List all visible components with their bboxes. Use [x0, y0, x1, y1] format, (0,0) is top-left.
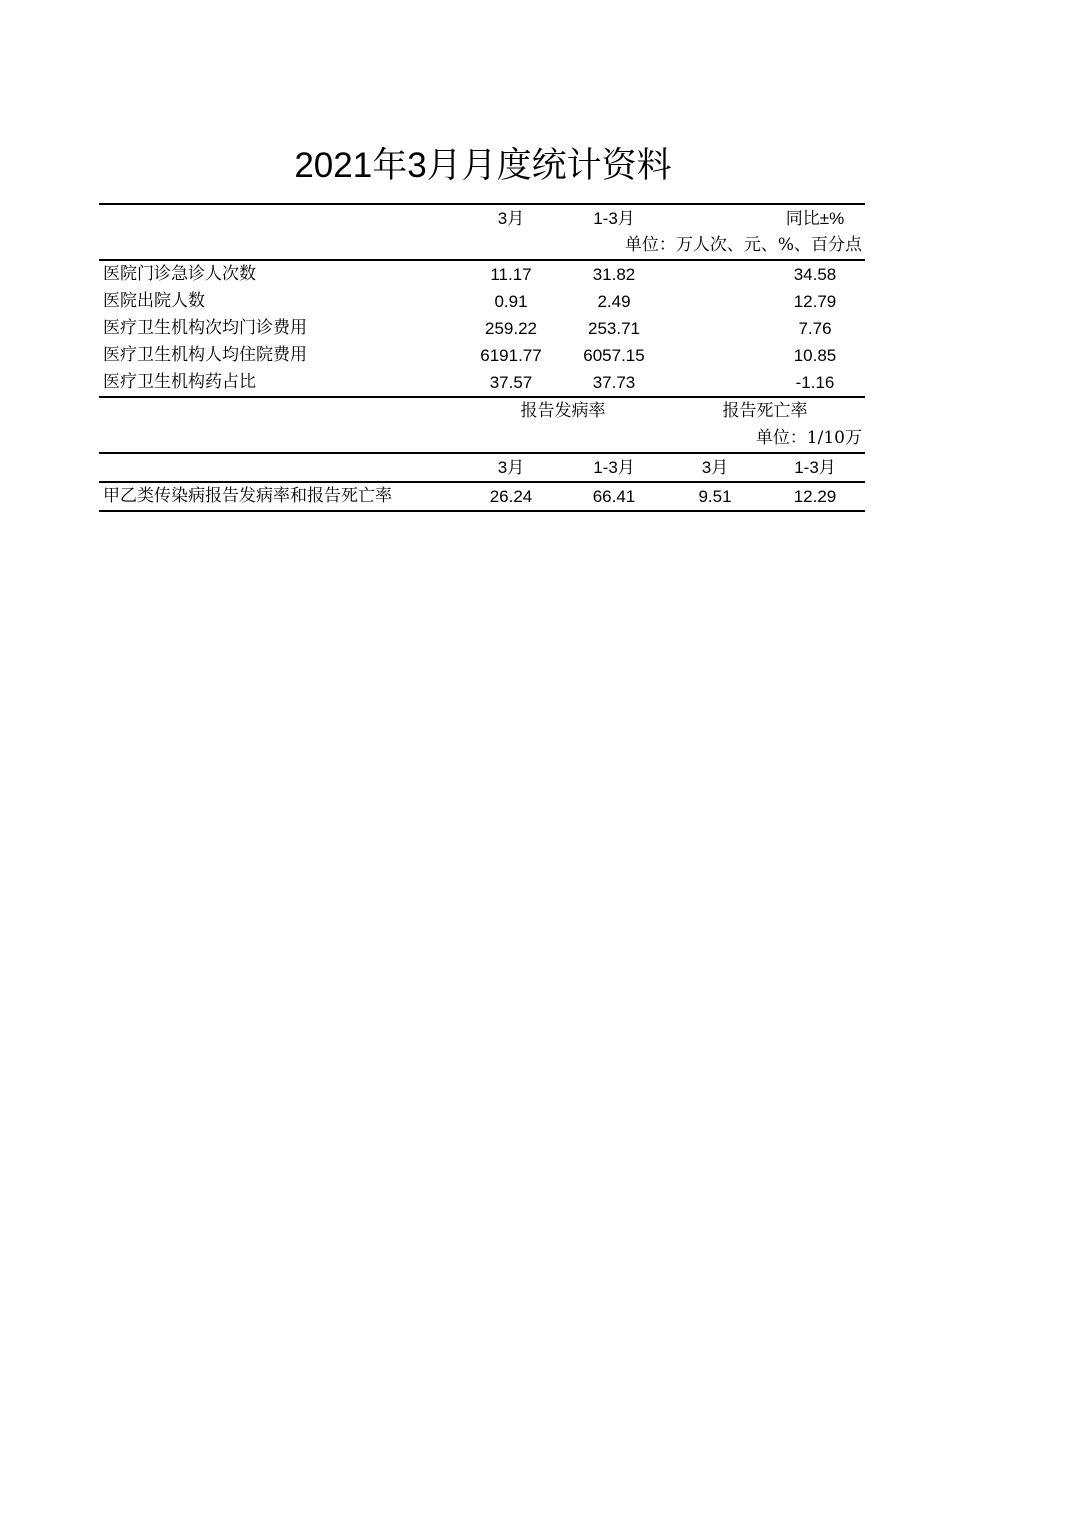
table-row	[99, 315, 865, 342]
statistics-sheet	[99, 203, 865, 512]
table1-header-row	[99, 203, 865, 232]
row-label: 医疗卫生机构人均住院费用	[103, 345, 307, 365]
row-label: 医院门诊急诊人次数	[103, 264, 256, 284]
row-month-value: 259.22	[485, 319, 537, 338]
row-ytd-value: 2.49	[597, 292, 631, 311]
header-incidence-ytd: 1-3月	[593, 458, 635, 477]
row-ytd-value: 6057.15	[583, 346, 645, 365]
row-yoy-value: -1.16	[795, 373, 835, 392]
header-death-ytd: 1-3月	[794, 458, 836, 477]
table1-unit-note: 单位：万人次、元、%、百分点	[624, 235, 862, 255]
header-incidence-month: 3月	[497, 458, 525, 477]
header-yoy: 同比±%	[785, 209, 845, 228]
table2-unit-note: 单位：1/10万	[755, 428, 862, 448]
group-incidence-header: 报告发病率	[520, 401, 606, 421]
row-ytd-value: 37.73	[592, 373, 636, 392]
table-row	[99, 483, 865, 512]
row-yoy-value: 7.76	[798, 319, 832, 338]
row-incidence-month: 26.24	[489, 487, 533, 506]
row-death-month: 9.51	[698, 487, 732, 506]
row-label: 医院出院人数	[103, 291, 205, 311]
row-yoy-value: 10.85	[793, 346, 837, 365]
row-label: 医疗卫生机构次均门诊费用	[103, 318, 307, 338]
row-month-value: 6191.77	[480, 346, 542, 365]
table2-group-header-row	[99, 398, 865, 425]
table2-unit-row	[99, 425, 865, 454]
row-month-value: 11.17	[490, 265, 532, 284]
page-title: 2021年3月月度统计资料	[294, 146, 672, 185]
row-yoy-value: 34.58	[793, 265, 837, 284]
row-month-value: 0.91	[494, 292, 528, 311]
row-yoy-value: 12.79	[793, 292, 837, 311]
table-row	[99, 369, 865, 398]
table-row	[99, 342, 865, 369]
row-incidence-ytd: 66.41	[592, 487, 636, 506]
row-label: 甲乙类传染病报告发病率和报告死亡率	[103, 486, 392, 506]
table2-header-row	[99, 454, 865, 483]
header-month: 3月	[497, 209, 525, 228]
table-row	[99, 261, 865, 288]
row-month-value: 37.57	[489, 373, 533, 392]
header-death-month: 3月	[701, 458, 729, 477]
row-label: 医疗卫生机构药占比	[103, 372, 256, 392]
table-row	[99, 288, 865, 315]
group-death-header: 报告死亡率	[722, 401, 808, 421]
table1-unit-row	[99, 232, 865, 261]
row-ytd-value: 31.82	[592, 265, 636, 284]
row-ytd-value: 253.71	[588, 319, 640, 338]
row-death-ytd: 12.29	[793, 487, 837, 506]
header-ytd: 1-3月	[593, 209, 635, 228]
